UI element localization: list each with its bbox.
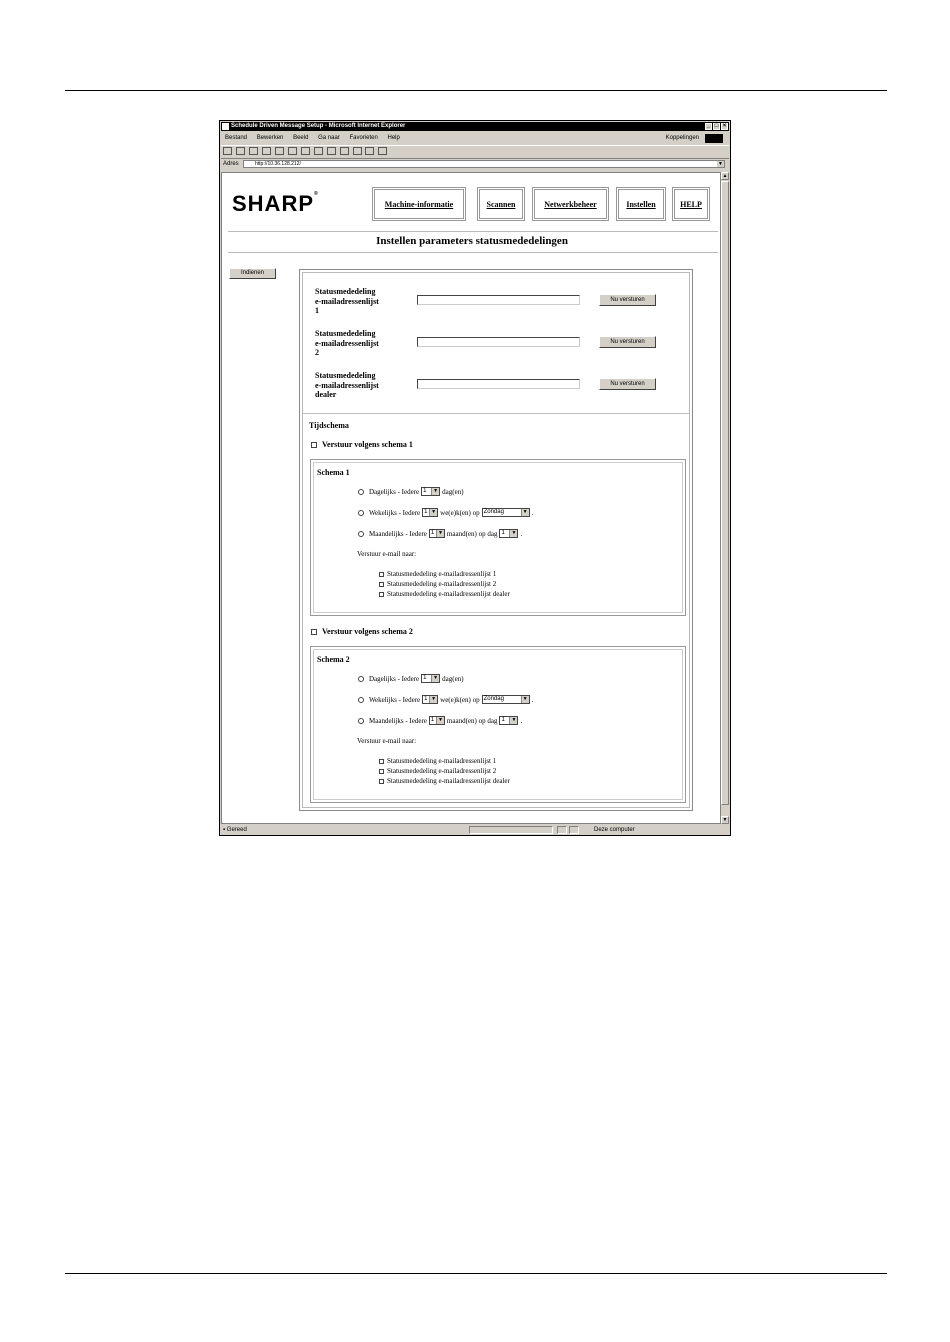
send-now-button-dealer[interactable]: Nu versturen bbox=[599, 378, 656, 390]
page-content bbox=[221, 172, 721, 824]
close-icon[interactable]: × bbox=[722, 123, 727, 129]
chevron-down-icon[interactable]: ▼ bbox=[718, 161, 723, 167]
address-list-dealer-input[interactable] bbox=[417, 379, 580, 389]
chevron-down-icon: ▼ bbox=[431, 675, 439, 682]
status-bar bbox=[221, 825, 729, 835]
vertical-scrollbar[interactable] bbox=[721, 172, 729, 824]
menu-item-ga-naar[interactable]: Ga naar bbox=[318, 135, 340, 141]
chevron-down-icon: ▼ bbox=[509, 717, 517, 724]
schedule-1-monthly-row: Maandelijks - Iedere 1 ▼ maand(en) op dag 1 ▼ . bbox=[358, 529, 522, 538]
scroll-thumb[interactable] bbox=[721, 181, 729, 805]
chevron-down-icon: ▼ bbox=[521, 696, 529, 703]
schedule-1-daily-radio[interactable] bbox=[358, 489, 364, 495]
browser-window bbox=[219, 120, 731, 836]
refresh-icon[interactable] bbox=[262, 147, 271, 155]
chevron-down-icon: ▼ bbox=[429, 509, 437, 516]
enable-schedule-2[interactable]: Verstuur volgens schema 2 bbox=[311, 627, 413, 636]
send-now-button-1[interactable]: Nu versturen bbox=[599, 294, 656, 306]
nav-netwerkbeheer[interactable]: Netwerkbeheer bbox=[532, 187, 609, 221]
schedule-2-weekly-radio[interactable] bbox=[358, 697, 364, 703]
nav-machine-informatie[interactable]: Machine-informatie bbox=[372, 187, 466, 221]
schedule-section-title: Tijdschema bbox=[309, 421, 349, 430]
chevron-down-icon: ▼ bbox=[521, 509, 529, 516]
schedule-2-title: Schema 2 bbox=[317, 655, 350, 664]
schedule-1-weekly-radio[interactable] bbox=[358, 510, 364, 516]
schedule-1-recipient-2[interactable]: Statusmededeling e-mailadressenlijst 2 bbox=[379, 580, 496, 588]
schedule-1-monthday-select[interactable]: 1 ▼ bbox=[499, 529, 518, 538]
fullscreen-icon[interactable] bbox=[340, 147, 349, 155]
section-divider bbox=[303, 413, 689, 414]
schedule-2-weekly-row: Wekelijks - Iedere 1 ▼ we(e)k(en) op Zondag ▼ . bbox=[358, 695, 533, 704]
chevron-down-icon: ▼ bbox=[436, 717, 444, 724]
home-icon[interactable] bbox=[275, 147, 284, 155]
title-divider bbox=[228, 252, 718, 253]
favorites-icon[interactable] bbox=[301, 147, 310, 155]
window-title: Schedule Driven Message Setup - Microsoft Internet Explorer bbox=[231, 123, 406, 129]
schedule-2-daily-row: Dagelijks - Iedere 1 ▼ dag(en) bbox=[358, 674, 464, 683]
schedule-1-weekly-select[interactable]: 1 ▼ bbox=[422, 508, 438, 517]
checkbox[interactable] bbox=[379, 572, 384, 577]
schedule-2-daily-radio[interactable] bbox=[358, 676, 364, 682]
nav-help[interactable]: HELP bbox=[672, 187, 710, 221]
print-icon[interactable] bbox=[365, 147, 374, 155]
send-now-button-2[interactable]: Nu versturen bbox=[599, 336, 656, 348]
schedule-1-monthly-radio[interactable] bbox=[358, 531, 364, 537]
status-text: ▪ Gereed bbox=[223, 827, 247, 833]
scroll-up-icon[interactable]: ▲ bbox=[722, 173, 728, 179]
address-list-2-label: Statusmededeling e-mailadressenlijst 2 bbox=[315, 329, 379, 357]
enable-schedule-2-checkbox[interactable] bbox=[311, 629, 317, 635]
ie-icon bbox=[222, 123, 229, 130]
page-top-rule bbox=[65, 90, 887, 91]
address-list-2-input[interactable] bbox=[417, 337, 580, 347]
schedule-2-recipient-dealer[interactable]: Statusmededeling e-mailadressenlijst dealer bbox=[379, 777, 510, 785]
toolbar bbox=[221, 145, 729, 159]
settings-panel bbox=[299, 269, 693, 811]
schedule-1-weekday-select[interactable]: Zondag ▼ bbox=[482, 508, 530, 517]
schedule-2-monthly-select[interactable]: 1 ▼ bbox=[429, 716, 445, 725]
address-list-dealer-label: Statusmededeling e-mailadressenlijst dealer bbox=[315, 371, 379, 399]
page-bottom-rule bbox=[65, 1273, 887, 1274]
schedule-1-send-to-label: Verstuur e-mail naar: bbox=[357, 550, 417, 558]
window-titlebar bbox=[221, 122, 729, 131]
schedule-1-daily-select[interactable]: 1 ▼ bbox=[421, 487, 440, 496]
chevron-down-icon: ▼ bbox=[436, 530, 444, 537]
forward-icon[interactable] bbox=[236, 147, 245, 155]
schedule-1-box bbox=[310, 459, 686, 616]
enable-schedule-1-checkbox[interactable] bbox=[311, 442, 317, 448]
address-bar bbox=[221, 159, 729, 169]
nav-instellen[interactable]: Instellen bbox=[616, 187, 666, 221]
schedule-1-title: Schema 1 bbox=[317, 468, 350, 477]
menu-item-help[interactable]: Help bbox=[387, 135, 400, 141]
enable-schedule-1[interactable]: Verstuur volgens schema 1 bbox=[311, 440, 413, 449]
chevron-down-icon: ▼ bbox=[431, 488, 439, 495]
schedule-2-recipient-2[interactable]: Statusmededeling e-mailadressenlijst 2 bbox=[379, 767, 496, 775]
checkbox[interactable] bbox=[379, 592, 384, 597]
menu-item-bestand[interactable]: Bestand bbox=[225, 135, 248, 141]
security-zone: Deze computer bbox=[594, 827, 635, 833]
checkbox[interactable] bbox=[379, 779, 384, 784]
maximize-icon[interactable]: □ bbox=[714, 123, 719, 129]
menu-item-favorieten[interactable]: Favorieten bbox=[349, 135, 378, 141]
header-divider bbox=[228, 231, 718, 232]
links-label[interactable]: Koppelingen bbox=[665, 135, 699, 141]
chevron-down-icon: ▼ bbox=[429, 696, 437, 703]
settings-panel-inner bbox=[302, 272, 690, 808]
schedule-1-recipient-dealer[interactable]: Statusmededeling e-mailadressenlijst dealer bbox=[379, 590, 510, 598]
address-label: Adres bbox=[223, 161, 239, 167]
scroll-down-icon[interactable]: ▼ bbox=[722, 817, 728, 823]
sharp-logo: SHARP® bbox=[232, 191, 319, 216]
minimize-icon[interactable]: _ bbox=[706, 123, 711, 129]
address-value: http://10.36.128.212/ bbox=[255, 161, 301, 167]
submit-button[interactable]: Indienen bbox=[229, 268, 276, 279]
address-list-1-label: Statusmededeling e-mailadressenlijst 1 bbox=[315, 287, 379, 315]
schedule-2-recipient-1[interactable]: Statusmededeling e-mailadressenlijst 1 bbox=[379, 757, 496, 765]
search-icon[interactable] bbox=[288, 147, 297, 155]
schedule-2-daily-select[interactable]: 1 ▼ bbox=[421, 674, 440, 683]
schedule-2-monthday-select[interactable]: 1 ▼ bbox=[499, 716, 518, 725]
back-icon[interactable] bbox=[223, 147, 232, 155]
nav-scannen[interactable]: Scannen bbox=[477, 187, 525, 221]
schedule-1-recipient-1[interactable]: Statusmededeling e-mailadressenlijst 1 bbox=[379, 570, 496, 578]
windows-logo-icon bbox=[705, 134, 723, 143]
schedule-1-weekly-row: Wekelijks - Iedere 1 ▼ we(e)k(en) op Zondag ▼ . bbox=[358, 508, 533, 517]
schedule-2-send-to-label: Verstuur e-mail naar: bbox=[357, 737, 417, 745]
edit-icon[interactable] bbox=[378, 147, 387, 155]
menu-bar bbox=[221, 133, 729, 144]
menu-item-bewerken[interactable]: Bewerken bbox=[256, 135, 284, 141]
menu-item-beeld[interactable]: Beeld bbox=[293, 135, 309, 141]
history-icon[interactable] bbox=[314, 147, 323, 155]
address-list-1-input[interactable] bbox=[417, 295, 580, 305]
schedule-2-monthly-row: Maandelijks - Iedere 1 ▼ maand(en) op dag 1 ▼ . bbox=[358, 716, 522, 725]
page-title: Instellen parameters statusmededelingen bbox=[376, 235, 568, 247]
mail-icon[interactable] bbox=[353, 147, 362, 155]
schedule-1-monthly-select[interactable]: 1 ▼ bbox=[429, 529, 445, 538]
address-input[interactable] bbox=[243, 160, 725, 168]
schedule-2-box bbox=[310, 646, 686, 803]
stop-icon[interactable] bbox=[249, 147, 258, 155]
checkbox[interactable] bbox=[379, 582, 384, 587]
schedule-2-weekday-select[interactable]: Zondag ▼ bbox=[482, 695, 530, 704]
schedule-1-daily-row: Dagelijks - Iedere 1 ▼ dag(en) bbox=[358, 487, 464, 496]
schedule-2-weekly-select[interactable]: 1 ▼ bbox=[422, 695, 438, 704]
schedule-2-monthly-radio[interactable] bbox=[358, 718, 364, 724]
checkbox[interactable] bbox=[379, 759, 384, 764]
channels-icon[interactable] bbox=[327, 147, 336, 155]
chevron-down-icon: ▼ bbox=[509, 530, 517, 537]
checkbox[interactable] bbox=[379, 769, 384, 774]
